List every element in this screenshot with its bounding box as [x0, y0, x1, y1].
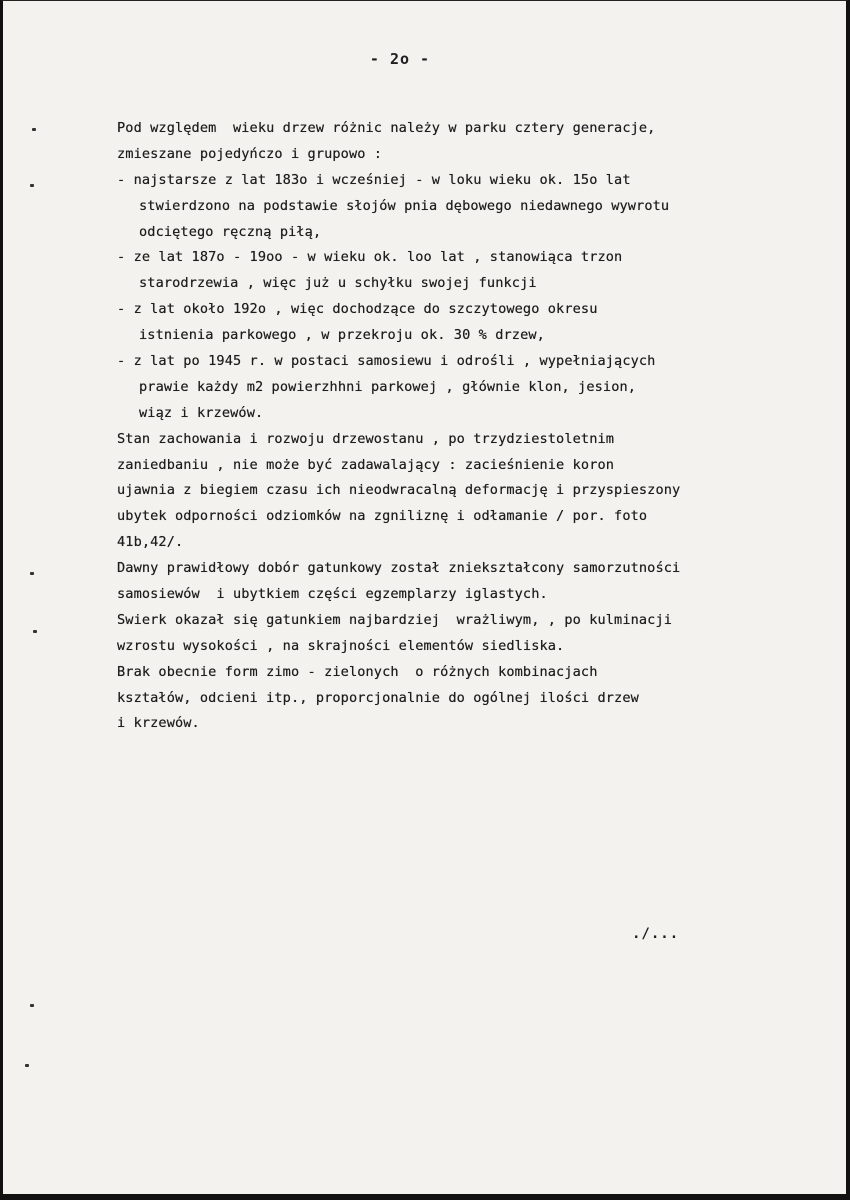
- text-line: Pod względem wieku drzew różnic należy w parku cztery generacje,: [117, 120, 656, 136]
- text-line: stwierdzono na podstawie słojów pnia dębowego niedawnego wywrotu: [139, 197, 670, 214]
- text-line: wiąz i krzewów.: [139, 404, 264, 421]
- margin-mark: [30, 1004, 34, 1007]
- text-line: zaniedbaniu , nie może być zadawalający : zacieśnienie koron: [117, 456, 615, 473]
- text-line: ubytek odporności odziomków na zgniliznę i odłamanie / por. foto: [117, 508, 648, 525]
- text-line: samosiewów i ubytkiem części egzemplarzy iglastych.: [117, 586, 548, 603]
- text-line: zmieszane pojedyńczo i grupowo :: [117, 145, 383, 162]
- text-line: starodrzewia , więc już u schyłku swojej funkcji: [139, 275, 537, 292]
- margin-mark: [25, 1064, 29, 1067]
- text-line: wzrostu wysokości , na skrajności elementów siedliska.: [117, 637, 565, 654]
- text-line: Brak obecnie form zimo - zielonych o różnych kombinacjach: [117, 663, 598, 680]
- text-line: odciętego ręczną piłą,: [139, 223, 322, 240]
- text-line: ujawnia z biegiem czasu ich nieodwracalną deformację i przyspieszony: [117, 482, 681, 499]
- text-line: prawie każdy m2 powierzhhni parkowej , głównie klon, jesion,: [139, 378, 637, 395]
- page-number: - 2o -: [369, 50, 431, 68]
- body-text: [117, 116, 835, 737]
- margin-mark: [30, 184, 34, 187]
- text-line: Stan zachowania i rozwoju drzewostanu , po trzydziestoletnim: [117, 430, 615, 447]
- text-line: istnienia parkowego , w przekroju ok. 30 % drzew,: [139, 327, 545, 344]
- text-line: 41b,42/.: [117, 534, 184, 551]
- text-line: i krzewów.: [117, 715, 200, 732]
- text-line: - ze lat 187o - 19oo - w wieku ok. loo lat , stanowiąca trzon: [117, 249, 623, 266]
- text-line: - najstarsze z lat 183o i wcześniej - w loku wieku ok. 15o lat: [117, 171, 631, 188]
- text-line: - z lat po 1945 r. w postaci samosiewu i odrośli , wypełniających: [117, 353, 656, 370]
- margin-mark: [33, 630, 37, 633]
- text-line: - z lat około 192o , więc dochodzące do szczytowego okresu: [117, 301, 598, 318]
- margin-mark: [32, 128, 36, 131]
- text-line: Swierk okazał się gatunkiem najbardziej wrażliwym, , po kulminacji: [117, 611, 673, 628]
- text-line: Dawny prawidłowy dobór gatunkowy został zniekształcony samorzutności: [117, 560, 681, 577]
- text-line: kształów, odcieni itp., proporcjonalnie do ogólnej ilości drzew: [117, 689, 639, 706]
- margin-mark: [30, 572, 34, 575]
- continuation-mark: ./...: [632, 926, 680, 942]
